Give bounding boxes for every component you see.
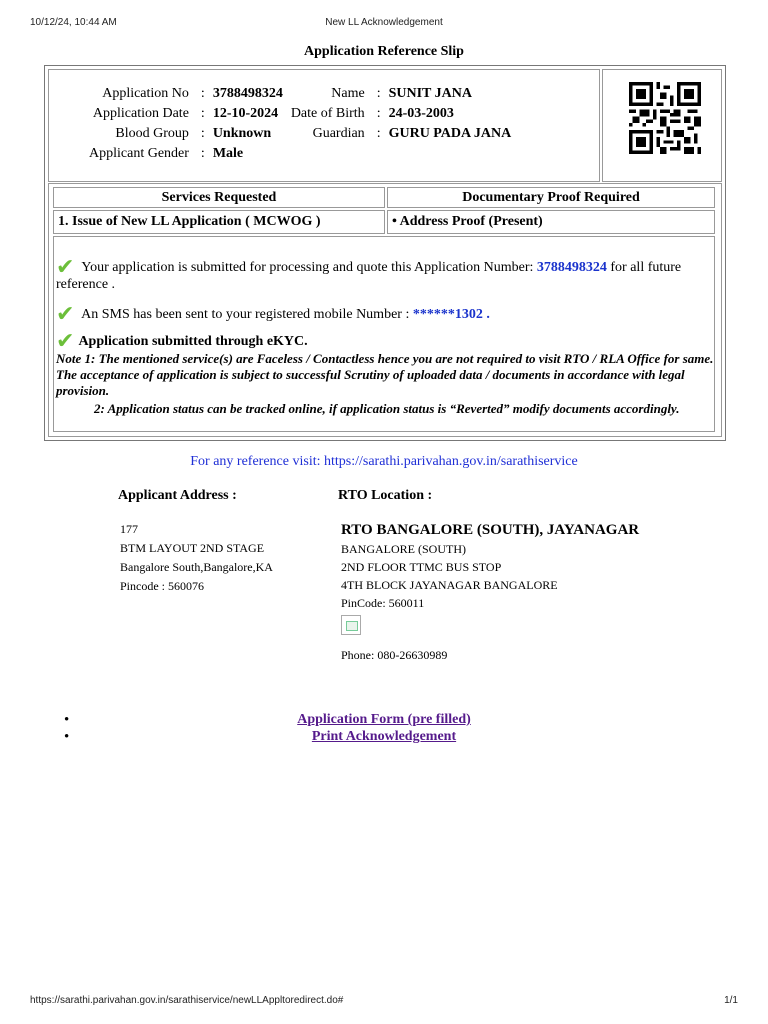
guardian-value: GURU PADA JANA [388, 126, 512, 141]
print-page-number: 1/1 [724, 995, 738, 1006]
applicant-address-label: Applicant Address : [118, 488, 237, 503]
separator: : [200, 86, 205, 101]
list-item [0, 729, 768, 746]
list-item [0, 712, 768, 729]
note-1: Note 1: The mentioned service(s) are Faceless / Contactless hence you are not required to visit RTO / RLA Office for same. The acceptance of application is subject to successful Scrutiny of uploaded data / documents in accordance with legal provision. [56, 351, 714, 398]
address-line: 177 [120, 522, 138, 536]
rto-location [341, 520, 639, 664]
separator: : [200, 126, 205, 141]
print-datetime: 10/12/24, 10:44 AM [30, 17, 117, 28]
name-label: Name [331, 86, 365, 101]
separator: : [376, 106, 381, 121]
blood-group-label: Blood Group [115, 126, 189, 141]
print-url: https://sarathi.parivahan.gov.in/sarathiservice/newLLAppltoredirect.do# [30, 995, 344, 1006]
rto-name: RTO BANGALORE (SOUTH), JAYANAGAR [341, 522, 640, 538]
message-ekyc: ✔ Application submitted through eKYC. [56, 329, 308, 354]
applicant-address [120, 520, 273, 596]
bullet-icon: • [64, 712, 70, 728]
app-date-label: Application Date [92, 106, 189, 121]
qr-code-box [602, 69, 722, 182]
reference-url-line: For any reference visit: https://sarathi.parivahan.gov.in/sarathiservice [190, 454, 578, 469]
check-icon: ✔ [56, 302, 75, 327]
qr-code-icon [629, 82, 701, 154]
dob-value: 24-03-2003 [388, 106, 454, 121]
app-no-label: Application No [102, 86, 189, 101]
rto-line: 4TH BLOCK JAYANAGAR BANGALORE [341, 578, 558, 592]
rto-pincode: PinCode: 560011 [341, 596, 425, 610]
message-submitted: ✔ Your application is submitted for processing and quote this Application Number: 3788498324 for all future reference . [56, 255, 682, 292]
guardian-label: Guardian [312, 126, 365, 141]
address-pincode: Pincode : 560076 [120, 579, 204, 593]
applicant-info-box [48, 69, 600, 182]
action-links-list [0, 712, 768, 746]
address-line: BTM LAYOUT 2ND STAGE [120, 541, 265, 555]
app-no-value: 3788498324 [212, 86, 283, 101]
mobile-number-highlight: ******1302 [412, 307, 483, 322]
check-icon: ✔ [56, 255, 75, 280]
messages-box [53, 236, 715, 432]
separator: : [200, 146, 205, 161]
gender-label: Applicant Gender [89, 146, 189, 161]
applicant-info-table [87, 84, 517, 164]
documentary-proof-header: Documentary Proof Required [387, 187, 715, 208]
slip-container [44, 65, 726, 441]
gender-value: Male [212, 146, 244, 161]
separator: : [376, 86, 381, 101]
app-date-value: 12-10-2024 [212, 106, 279, 121]
service-requested-value: 1. Issue of New LL Application ( MCWOG ) [53, 210, 385, 234]
separator: : [200, 106, 205, 121]
address-line: Bangalore South,Bangalore,KA [120, 560, 273, 574]
check-icon: ✔ [56, 329, 75, 354]
note-2: 2: Application status can be tracked online, if application status is “Reverted” modify documents accordingly. [94, 401, 680, 416]
proof-required-value: • Address Proof (Present) [387, 210, 715, 234]
dob-label: Date of Birth [290, 106, 365, 121]
services-section [48, 183, 722, 437]
rto-phone: Phone: 080-26630989 [341, 648, 448, 662]
print-page-title: New LL Acknowledgement [325, 17, 443, 28]
application-number-highlight: 3788498324 [536, 260, 607, 275]
rto-location-label: RTO Location : [338, 488, 433, 503]
application-form-link[interactable]: Application Form (pre filled) [297, 712, 471, 727]
name-value: SUNIT JANA [388, 86, 472, 101]
message-sms: ✔ An SMS has been sent to your registered mobile Number : ******1302 . [56, 302, 490, 327]
rto-line: 2ND FLOOR TTMC BUS STOP [341, 560, 502, 574]
bullet-icon: • [64, 729, 70, 745]
blood-group-value: Unknown [212, 126, 272, 141]
rto-line: BANGALORE (SOUTH) [341, 542, 466, 556]
print-acknowledgement-link[interactable]: Print Acknowledgement [311, 729, 457, 744]
slip-title: Application Reference Slip [304, 44, 464, 59]
services-requested-header: Services Requested [53, 187, 385, 208]
broken-image-icon [341, 615, 361, 635]
separator: : [376, 126, 381, 141]
